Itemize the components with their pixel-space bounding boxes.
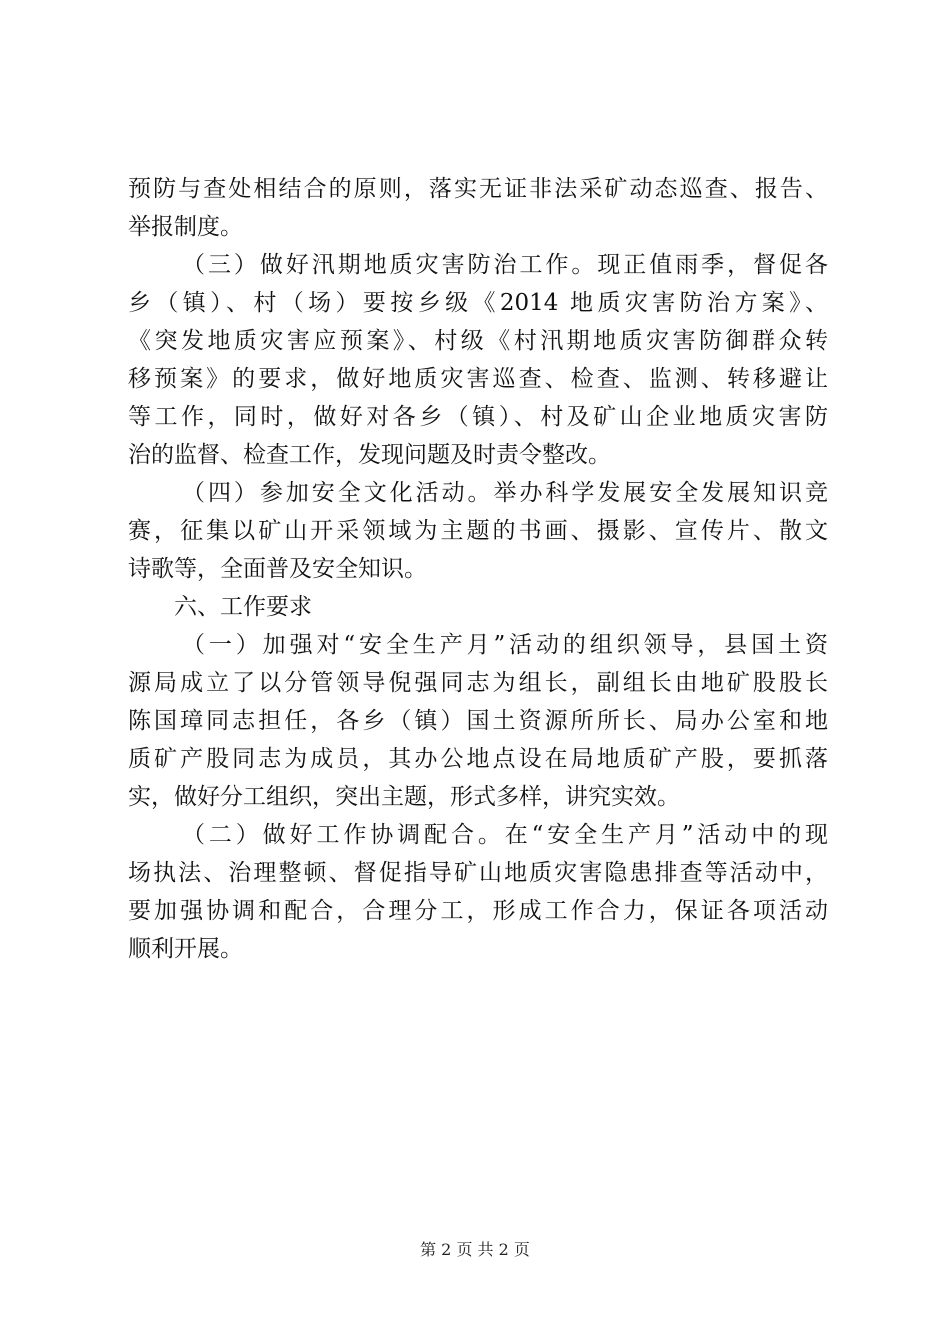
- section-heading: 六、工作要求: [174, 594, 312, 620]
- text-line: 场执法、治理整顿、督促指导矿山地质灾害隐患排查等活动中，: [128, 860, 828, 886]
- paragraph-4-heading-line: （四）参加安全文化活动。举办科学发展安全发展知识竞: [182, 480, 828, 506]
- text-line: 赛，征集以矿山开采领域为主题的书画、摄影、宣传片、散文: [128, 518, 828, 544]
- page-number-indicator: 第 2 页 共 2 页: [420, 1240, 530, 1259]
- text-line: 陈国璋同志担任，各乡（镇）国土资源所所长、局办公室和地: [128, 708, 828, 734]
- text-line: 预防与查处相结合的原则，落实无证非法采矿动态巡查、报告、: [128, 176, 828, 202]
- paragraph-3-heading-line: （三）做好汛期地质灾害防治工作。现正值雨季，督促各: [182, 252, 828, 278]
- text-line: 治的监督、检查工作，发现问题及时责令整改。: [128, 442, 611, 468]
- requirement-2-heading-line: （二）做好工作协调配合。在“安全生产月”活动中的现: [182, 822, 828, 848]
- requirement-1-heading-line: （一）加强对“安全生产月”活动的组织领导，县国土资: [182, 632, 828, 658]
- document-body: [128, 170, 828, 968]
- text-line: 实，做好分工组织，突出主题，形式多样，讲究实效。: [128, 784, 680, 810]
- text-line: 诗歌等，全面普及安全知识。: [128, 556, 427, 582]
- page-footer: [0, 1240, 950, 1260]
- text-line: 等工作，同时，做好对各乡（镇）、村及矿山企业地质灾害防: [128, 404, 828, 430]
- text-line: 源局成立了以分管领导倪强同志为组长，副组长由地矿股股长: [128, 670, 828, 696]
- text-line: 乡（镇）、村（场）要按乡级《2014 地质灾害防治方案》、: [128, 290, 828, 316]
- text-line: 《突发地质灾害应预案》、村级《村汛期地质灾害防御群众转: [128, 328, 828, 354]
- text-line: 质矿产股同志为成员，其办公地点设在局地质矿产股，要抓落: [128, 746, 828, 772]
- text-line: 移预案》的要求，做好地质灾害巡查、检查、监测、转移避让: [128, 366, 828, 392]
- text-line: 顺利开展。: [128, 936, 243, 962]
- text-line: 要加强协调和配合，合理分工，形成工作合力，保证各项活动: [128, 898, 828, 924]
- text-line: 举报制度。: [128, 214, 243, 240]
